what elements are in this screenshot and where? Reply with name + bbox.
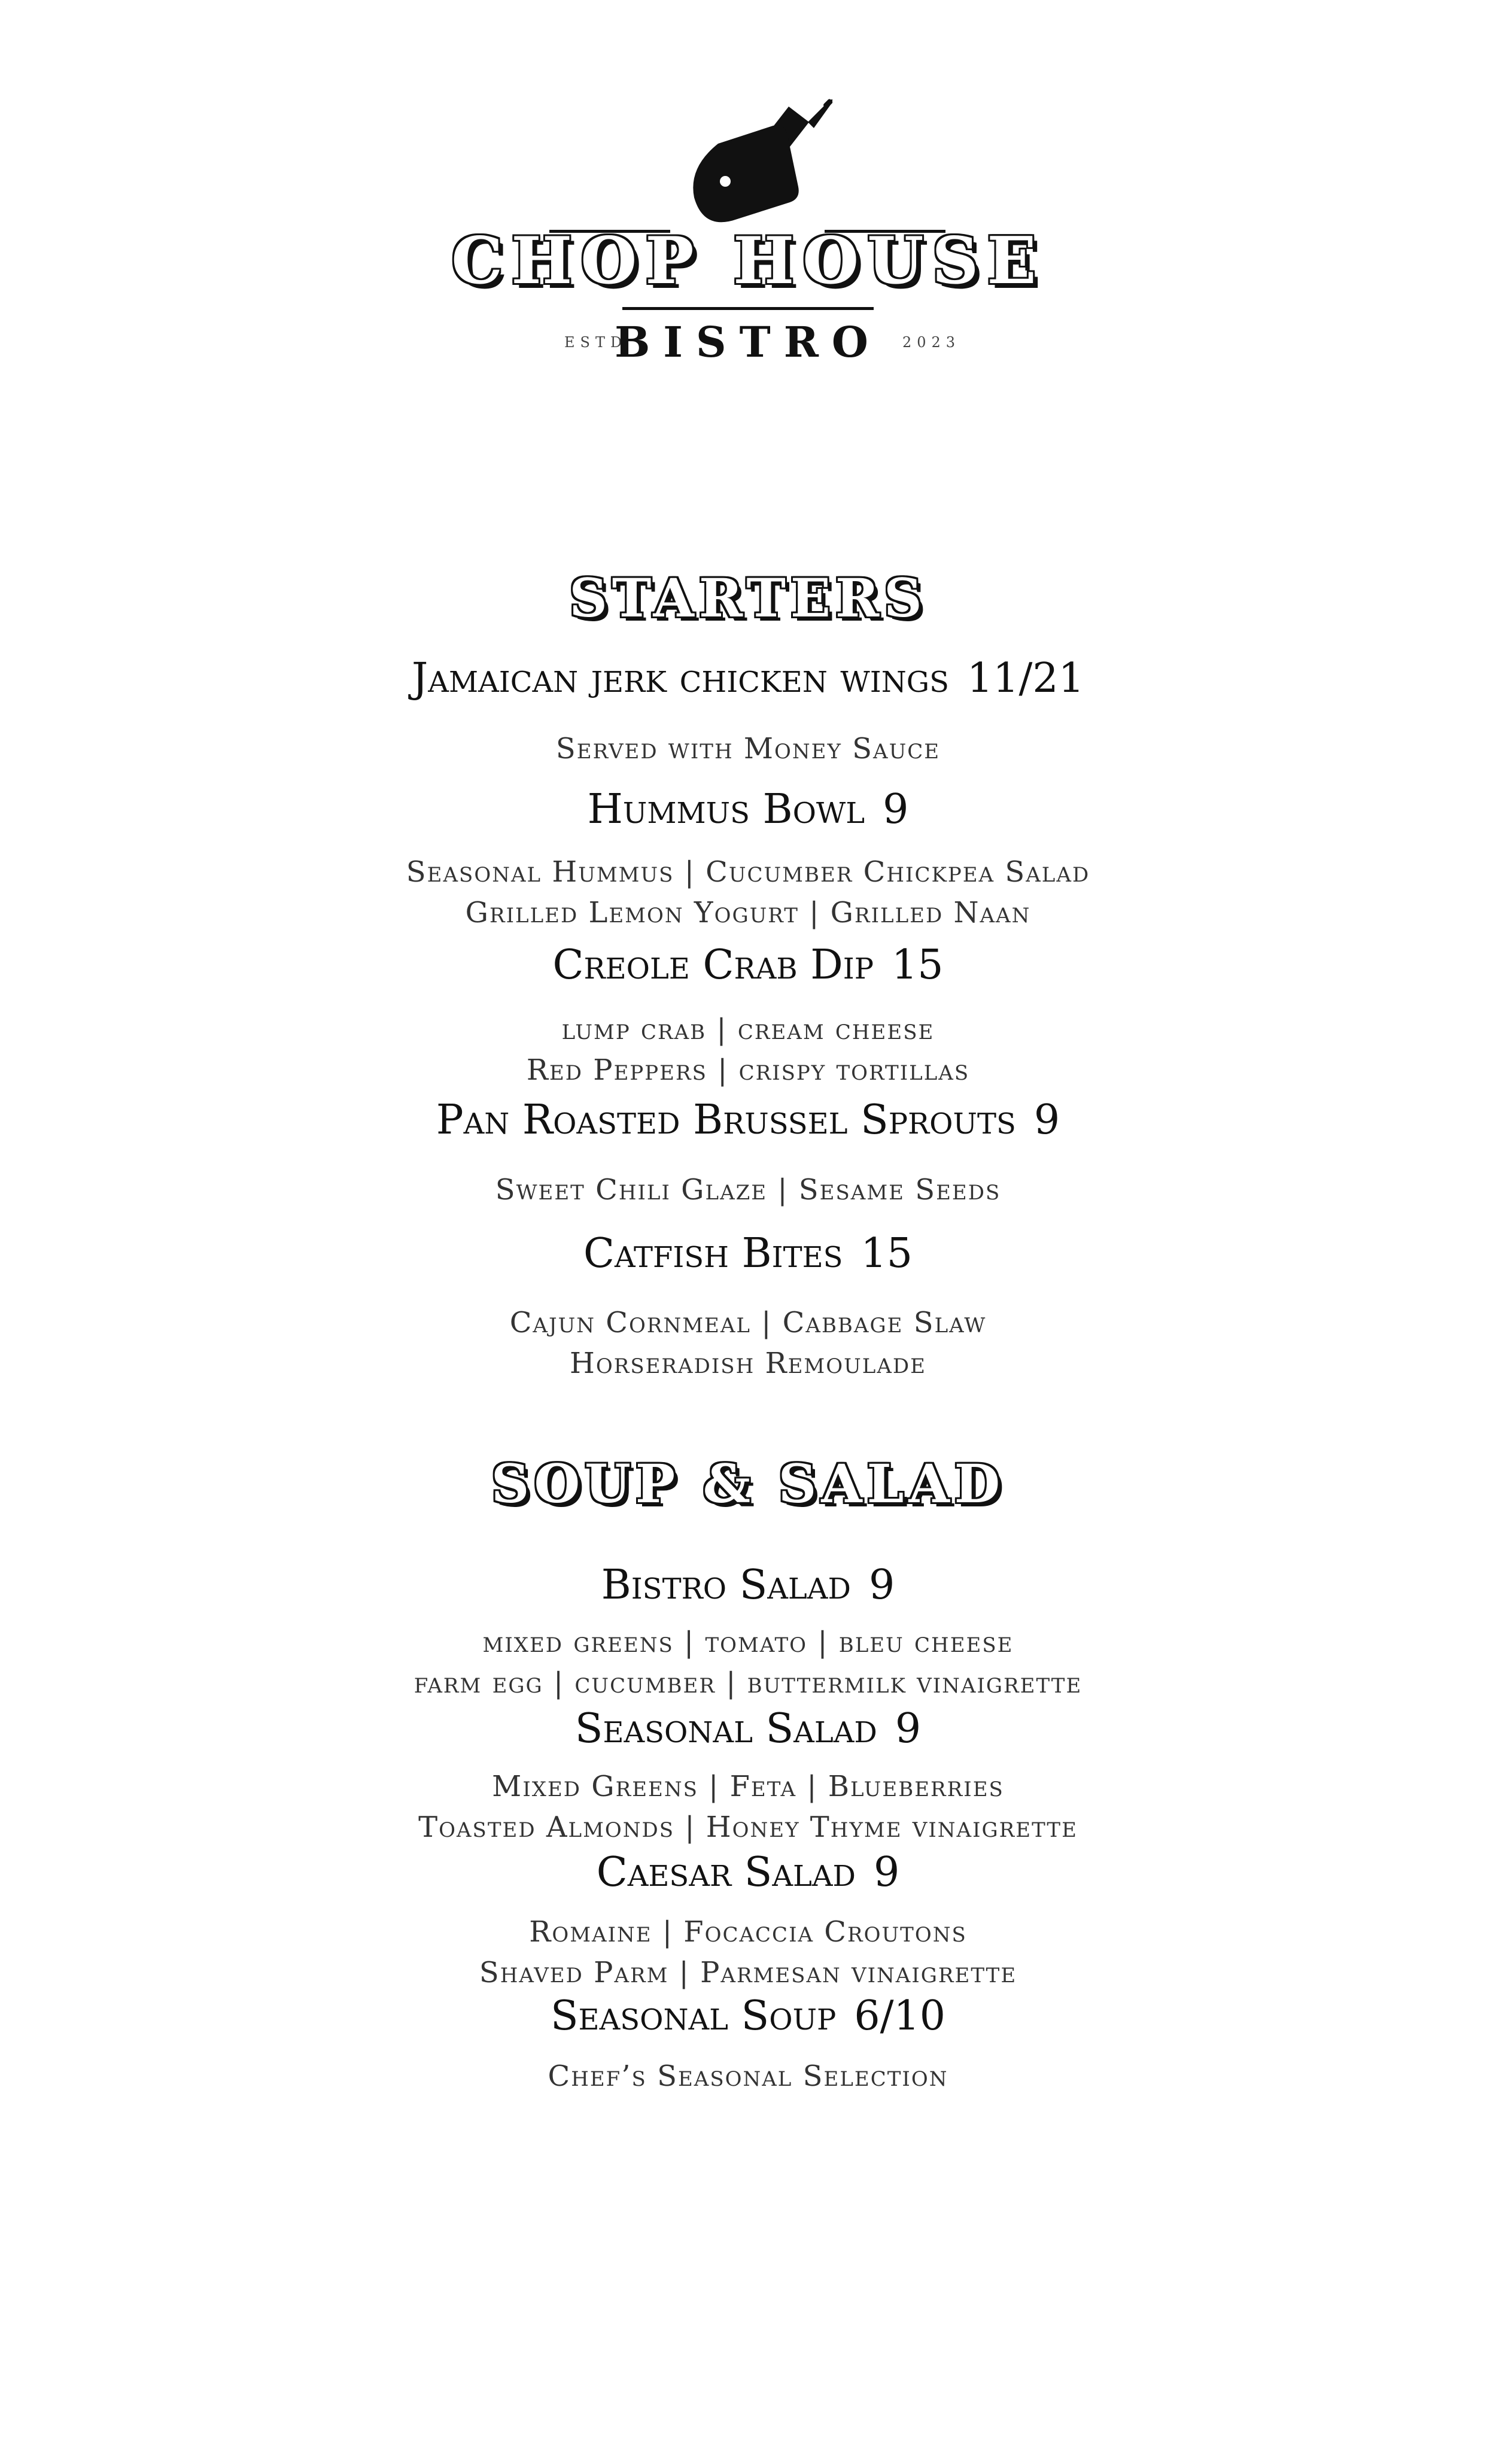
menu-item-name xyxy=(0,1994,1496,2039)
estd-year: 2023 xyxy=(902,334,961,351)
item-price: 9 xyxy=(874,1849,900,1896)
item-description: Mixed Greens | Feta | Blueberries xyxy=(492,1770,1004,1803)
item-price: 15 xyxy=(860,1230,913,1277)
menu-item-name xyxy=(0,1707,1496,1752)
item-name: Caesar Salad xyxy=(596,1849,856,1896)
cleaver-icon xyxy=(0,0,1496,239)
item-price: 15 xyxy=(892,941,944,989)
brand-name: CHOP HOUSE xyxy=(451,223,1045,299)
item-description: Shaved Parm | Parmesan vinaigrette xyxy=(479,1956,1017,1989)
item-description: lump crab | cream cheese xyxy=(561,1013,935,1046)
item-description: Seasonal Hummus | Cucumber Chickpea Salad xyxy=(406,855,1090,889)
item-price: 6/10 xyxy=(854,1992,946,2040)
logo xyxy=(0,0,1496,419)
item-description: Grilled Lemon Yogurt | Grilled Naan xyxy=(465,896,1031,929)
estd-label: ESTD xyxy=(564,334,628,351)
item-description: Sweet Chili Glaze | Sesame Seeds xyxy=(495,1173,1001,1207)
menu-item-name xyxy=(0,943,1496,988)
item-price: 9 xyxy=(883,786,909,833)
item-name: Pan Roasted Brussel Sprouts xyxy=(436,1096,1016,1144)
section-title-starters: STARTERS xyxy=(569,567,927,629)
item-description: Romaine | Focaccia Croutons xyxy=(529,1915,967,1949)
item-description: Toasted Almonds | Honey Thyme vinaigrette xyxy=(418,1810,1078,1844)
item-name: Hummus Bowl xyxy=(587,786,865,833)
item-price: 9 xyxy=(868,1561,895,1609)
item-description: Cajun Cornmeal | Cabbage Slaw xyxy=(509,1306,987,1339)
logo-rule-middle xyxy=(622,307,874,310)
menu-item-name xyxy=(0,657,1496,701)
item-price: 9 xyxy=(895,1705,922,1752)
item-description: Red Peppers | crispy tortillas xyxy=(526,1053,970,1087)
item-description: Served with Money Sauce xyxy=(555,732,941,765)
item-description: Horseradish Remoulade xyxy=(569,1347,926,1380)
menu-item-name xyxy=(0,1098,1496,1143)
item-name: Bistro Salad xyxy=(601,1561,851,1609)
brand-subname: BISTRO xyxy=(615,317,881,367)
item-description: Chef’s Seasonal Selection xyxy=(548,2059,948,2093)
item-name: Catfish Bites xyxy=(583,1230,843,1277)
menu-item-name xyxy=(0,1851,1496,1895)
item-name: Seasonal Soup xyxy=(550,1992,837,2040)
menu-item-name xyxy=(0,1232,1496,1277)
item-price: 9 xyxy=(1033,1096,1060,1144)
item-description: mixed greens | tomato | bleu cheese xyxy=(482,1626,1014,1659)
item-price: 11/21 xyxy=(966,655,1084,702)
section-title-soup-salad: SOUP & SALAD xyxy=(491,1453,1005,1515)
item-name: Creole Crab Dip xyxy=(552,941,874,989)
menu-item-name xyxy=(0,788,1496,833)
menu-item-name xyxy=(0,1563,1496,1608)
item-description: farm egg | cucumber | buttermilk vinaigrette xyxy=(413,1666,1083,1700)
item-name: Seasonal Salad xyxy=(574,1705,877,1752)
item-name: Jamaican jerk chicken wings xyxy=(412,655,949,702)
